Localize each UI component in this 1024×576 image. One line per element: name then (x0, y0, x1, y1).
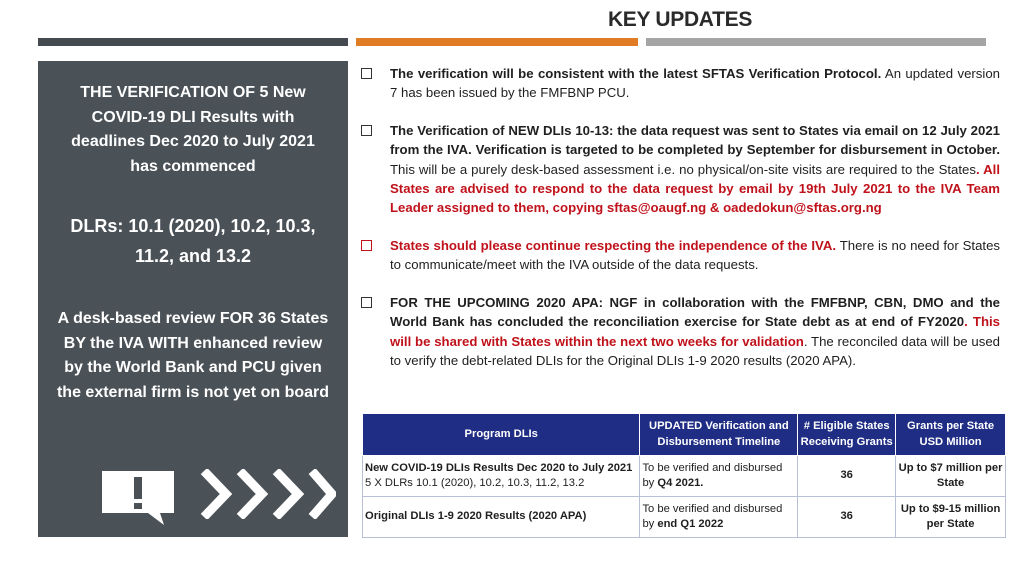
timeline-text: To be verified and disbursed by (642, 461, 783, 489)
table-header-row (363, 414, 1006, 456)
timeline-deadline: end Q1 2022 (657, 518, 724, 530)
cell-grant: Up to $7 million per State (896, 456, 1006, 497)
bullet-verification-protocol (360, 64, 1000, 103)
dli-subtitle: 5 X DLRs 10.1 (2020), 10.2, 10.3, 11.2, 13.2 (365, 477, 585, 489)
page-title: KEY UPDATES (607, 8, 753, 31)
bullet-new-dlis (360, 121, 1000, 217)
header-program-dlis: Program DLIs (363, 414, 640, 456)
cell-eligible-states: 36 (798, 497, 896, 538)
bullet-bold-text: The verification will be consistent with the latest SFTAS Verification Protocol. (390, 66, 882, 81)
sidebar-verification-note: THE VERIFICATION OF 5 New COVID-19 DLI Results with deadlines Dec 2020 to July 2021 has commenced (71, 84, 315, 175)
checkbox-icon (361, 240, 372, 251)
header-bar-dark (38, 38, 348, 46)
header-grants: Grants per State USD Million (896, 414, 1006, 456)
cell-program-dli (363, 456, 640, 497)
cell-timeline (640, 497, 798, 538)
bullet-red-text: . All States are advised to respond to the data request by email by 19th July 2021 to the IVA Team Leader assigned to them, copying sftas@oaugf.ng & oadedokun@sftas.org.ng (390, 161, 1000, 216)
checkbox-icon (361, 68, 372, 79)
dli-timeline-table (362, 413, 1006, 538)
cell-program-dli (363, 497, 640, 538)
checkbox-icon (361, 297, 372, 308)
bullet-bold-text: The Verification of NEW DLIs 10-13: the data request was sent to States via email on 12 July 2021 from the IVA. Verification is targeted to be completed by September for disbursement in October. (390, 123, 1000, 158)
bullet-bold-text: FOR THE UPCOMING 2020 APA: NGF in collaboration with the FMFBNP, CBN, DMO and the World Bank has concluded the reconciliation exercise for State debt as at end of FY2020 (390, 295, 1000, 330)
dli-title: New COVID-19 DLIs Results Dec 2020 to July 2021 (365, 461, 633, 474)
timeline-deadline: Q4 2021. (657, 477, 704, 489)
header-eligible-states: # Eligible States Receiving Grants (798, 414, 896, 456)
cell-grant: Up to $9-15 million per State (896, 497, 1006, 538)
sidebar-review-note: A desk-based review FOR 36 States BY the IVA WITH enhanced review by the World Bank and PCU given the external firm is not yet on board (56, 310, 330, 401)
update-bullets (360, 64, 1000, 389)
bullet-text: . The reconciled data will be used to verify the debt-related DLIs for the Original DLIs 1-9 2020 results (2020 APA). (390, 333, 1000, 369)
bullet-2020-apa (360, 293, 1000, 370)
cell-eligible-states: 36 (798, 456, 896, 497)
bullet-iva-independence (360, 236, 1000, 275)
alert-speech-icon (100, 469, 176, 527)
bullet-red-text: . This will be shared with States within the next two weeks for validation (390, 314, 1000, 349)
chevrons-right-icon (200, 469, 336, 519)
dli-title: Original DLIs 1-9 2020 Results (2020 APA) (365, 510, 587, 523)
bullet-text: There is no need for States to communicate/meet with the IVA outside of the data requests. (390, 238, 1000, 273)
checkbox-icon (361, 125, 372, 136)
sidebar-dlrs-list: DLRs: 10.1 (2020), 10.2, 10.3, 11.2, and 13.2 (70, 216, 316, 266)
timeline-text: To be verified and disbursed by (642, 502, 783, 530)
bullet-text: An updated version 7 has been issued by the FMFBNP PCU. (390, 66, 1000, 101)
header-timeline: UPDATED Verification and Disbursement Timeline (640, 414, 798, 456)
bullet-red-text: States should please continue respecting the independence of the IVA. (390, 238, 837, 254)
cell-timeline (640, 456, 798, 497)
bullet-text: This will be a purely desk-based assessment i.e. no physical/on-site visits are required to the States (390, 161, 976, 177)
table-row (363, 497, 1006, 538)
header-bar-orange (356, 38, 638, 46)
summary-sidebar (38, 61, 348, 537)
header-bar-gray (646, 38, 986, 46)
table-row (363, 456, 1006, 497)
